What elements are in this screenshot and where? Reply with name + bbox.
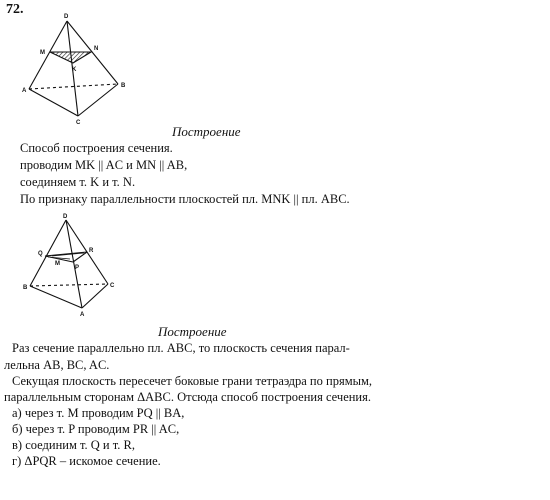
problem-number: 72.	[6, 2, 24, 17]
fig1-label-B: B	[121, 83, 126, 89]
fig1-label-C: C	[76, 120, 81, 126]
fig1-label-A: A	[22, 88, 27, 94]
fig2-label-R: R	[89, 248, 94, 254]
fig1-label-D: D	[64, 14, 69, 20]
fig2-label-M: M	[55, 261, 60, 267]
fig1-label-N: N	[94, 46, 99, 52]
fig2-label-B: B	[23, 285, 28, 291]
text1-line-4: По признаку параллельности плоскостей пл. MNK || пл. ABC.	[20, 192, 350, 206]
caption-2: Построение	[158, 324, 227, 339]
text2-line-2: лельна AB, BC, AC.	[4, 358, 110, 372]
text1-line-3: соединяем т. K и т. N.	[20, 175, 136, 189]
fig2-label-C: C	[110, 283, 115, 289]
caption-1: Построение	[172, 124, 241, 139]
text2-line-4: параллельным сторонам ΔABC. Отсюда способ построения сечения.	[4, 390, 371, 404]
fig2-label-D: D	[63, 214, 68, 220]
text2-line-5: а) через т. M проводим PQ || BA,	[12, 406, 185, 420]
text2-line-1: Раз сечение параллельно пл. ABC, то плоскость сечения парал-	[12, 341, 350, 355]
fig2-label-A: A	[80, 312, 85, 318]
text1-line-2: проводим MK || AC и MN || AB,	[20, 158, 188, 172]
text2-line-8: г) ΔPQR – искомое сечение.	[12, 454, 161, 468]
text2-line-3: Секущая плоскость пересечет боковые грани тетраэдра по прямым,	[12, 374, 373, 388]
fig1-label-M: M	[40, 50, 45, 56]
text2-line-6: б) через т. P проводим PR || AC,	[12, 422, 180, 436]
fig2-label-Q: Q	[38, 251, 43, 257]
text1-line-1: Способ построения сечения.	[20, 141, 173, 155]
fig2-label-P: P	[75, 265, 80, 271]
fig1-label-K: K	[72, 67, 77, 73]
text2-line-7: в) соединим т. Q и т. R,	[12, 438, 135, 452]
